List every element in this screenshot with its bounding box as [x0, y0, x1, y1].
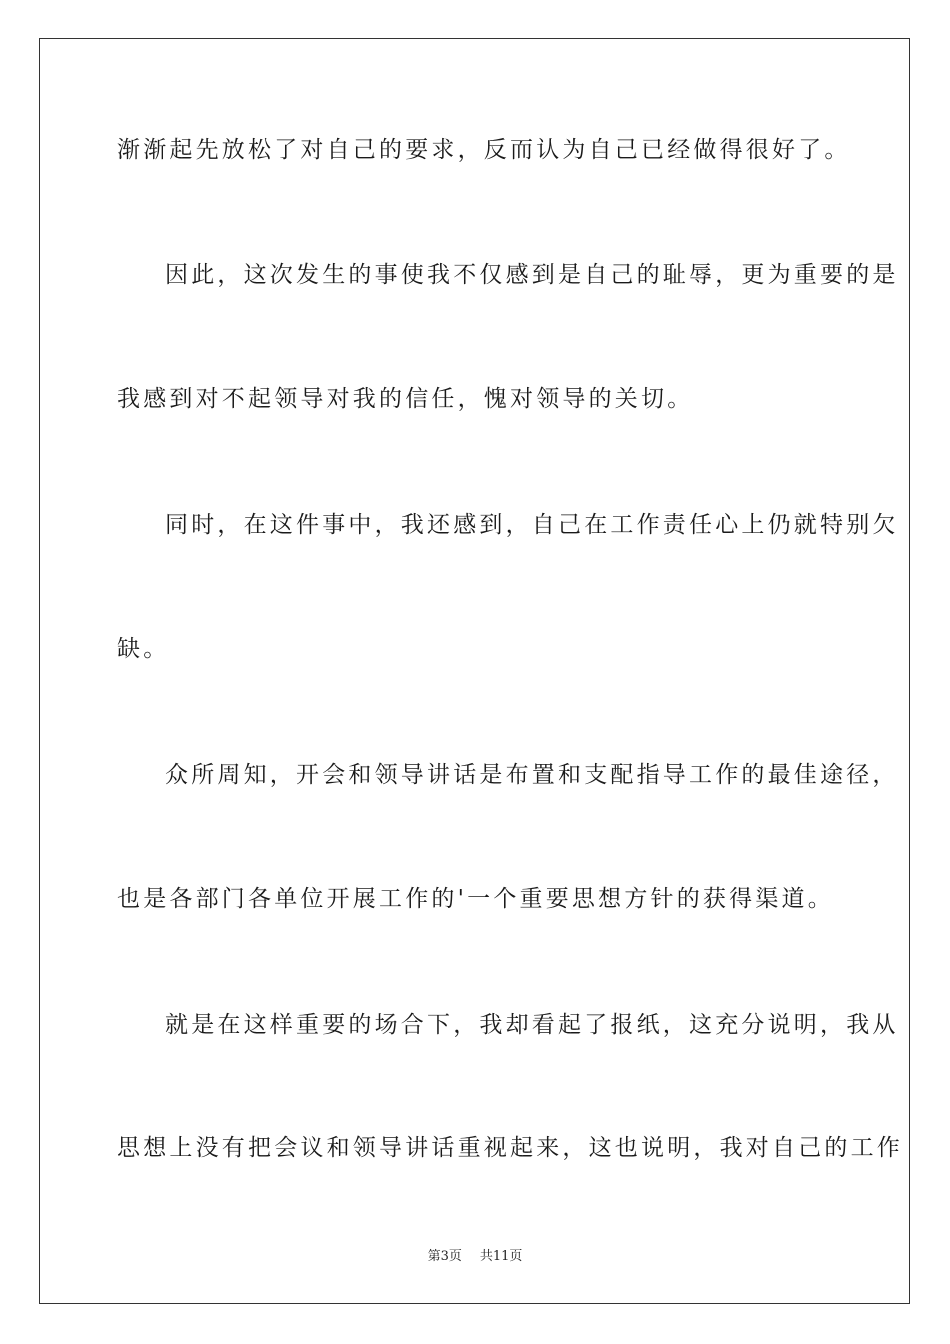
page-total: 共11页 [479, 1249, 523, 1264]
text-line-9: 思想上没有把会议和领导讲话重视起来，这也说明，我对自己的工作 [117, 1135, 903, 1161]
text-line-4: 同时，在这件事中，我还感到，自己在工作责任心上仍就特别欠 [165, 512, 899, 538]
text-line-3: 我感到对不起领导对我的信任，愧对领导的关切。 [117, 386, 694, 412]
page-footer [0, 1248, 950, 1266]
text-line-1: 渐渐起先放松了对自己的要求，反而认为自己已经做得很好了。 [117, 137, 851, 163]
text-line-5: 缺。 [117, 636, 170, 662]
text-line-7: 也是各部门各单位开展工作的'一个重要思想方针的获得渠道。 [117, 886, 834, 912]
page-border [39, 38, 910, 1304]
text-line-8: 就是在这样重要的场合下，我却看起了报纸，这充分说明，我从 [165, 1012, 899, 1038]
page-number: 第3页 [427, 1249, 462, 1264]
text-line-6: 众所周知，开会和领导讲话是布置和支配指导工作的最佳途径， [165, 762, 899, 788]
text-line-2: 因此，这次发生的事使我不仅感到是自己的耻辱，更为重要的是 [165, 262, 899, 288]
